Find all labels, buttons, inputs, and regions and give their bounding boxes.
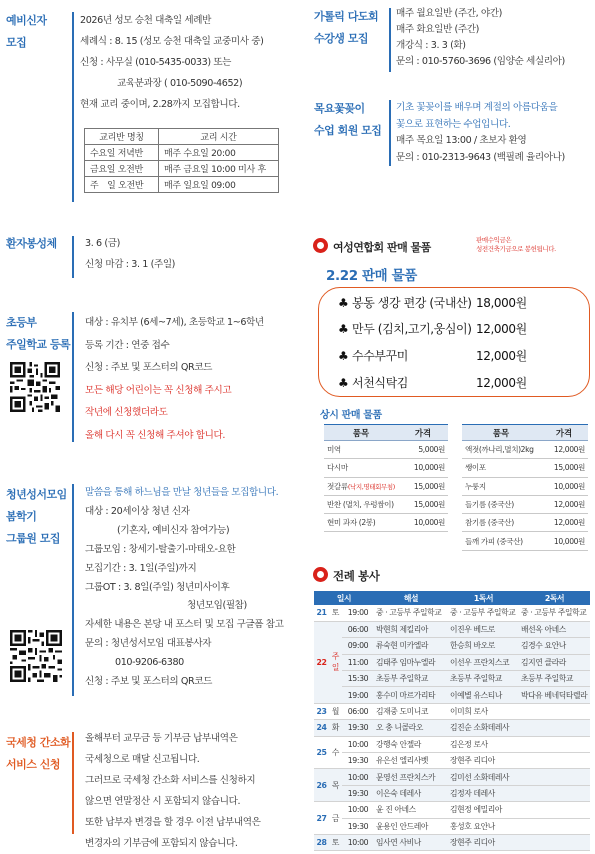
schedule-weekday-char: 수 — [331, 748, 340, 758]
table-row — [324, 441, 448, 459]
flower-class-title — [314, 98, 381, 142]
tax-service-divider — [72, 732, 74, 834]
schedule-day: 22 — [314, 621, 329, 703]
item-name: 들기름 (중국산) — [462, 495, 540, 513]
reader-1: 이진우 베드로 — [448, 621, 519, 637]
sale-item — [338, 294, 472, 311]
item-col-header: 품목 — [462, 425, 540, 441]
schedule-time: 19:00 — [342, 605, 374, 621]
kids-school-notice: 작년에 신청했더라도 — [85, 407, 168, 418]
reader-2: 초등부 주일학교 — [519, 671, 590, 687]
table-row — [314, 834, 590, 850]
table-row — [462, 459, 588, 477]
schedule-day: 21 — [314, 605, 329, 621]
table-row — [314, 621, 590, 637]
kids-school-divider — [72, 312, 74, 442]
schedule-day: 26 — [314, 769, 329, 802]
commentator: 초등부 주일학교 — [374, 671, 448, 687]
reader-1: 중 · 고등부 주일학교 — [448, 605, 519, 621]
youth-bible-title-line3: 그룹원 모집 — [6, 532, 60, 545]
kids-school-body — [85, 312, 264, 447]
tea-class-title-line1: 가톨릭 다도회 — [314, 10, 379, 23]
commentator: 중 · 고등부 주일학교 — [374, 605, 448, 621]
reader-2 — [519, 720, 590, 736]
youth-bible-line: 그룹OT : 3. 8일(주일) 청년미사이후 — [85, 581, 230, 593]
reading2-col-header: 2독서 — [519, 591, 590, 605]
table-row — [462, 532, 588, 550]
commentator: 김태주 임마누엘라 — [374, 654, 448, 670]
sick-anointing-date: 3. 6 (금) — [85, 238, 120, 249]
reader-1: 초등부 주일학교 — [448, 671, 519, 687]
tax-service-line: 그러므로 국세청 간소화 서비스를 신청하지 — [85, 775, 256, 786]
item-name: 현미 과자 (2봉) — [324, 514, 398, 532]
reader-2 — [519, 736, 590, 752]
item-name: 다시마 — [324, 459, 398, 477]
tea-class-line: 매주 월요일반 (주간, 야간) — [396, 8, 502, 19]
sales-note-line: 판매수익금은 — [476, 236, 512, 244]
item-tag: (낙지,명태회무침) — [347, 482, 395, 491]
tax-service-title — [6, 732, 70, 776]
schedule-weekday — [329, 802, 342, 835]
tea-class-body — [396, 6, 565, 70]
table-row — [314, 785, 590, 801]
tea-class-divider — [389, 8, 391, 72]
kids-school-line: 대상 : 유치부 (6세~7세), 초등학교 1~6학년 — [85, 317, 264, 328]
reader-2 — [519, 703, 590, 719]
youth-bible-title-line2: 봄학기 — [6, 510, 37, 523]
schedule-time: 19:30 — [342, 785, 374, 801]
youth-bible-line: (기혼자, 예비신자 참여가능) — [117, 524, 230, 536]
tax-service-title-line2: 서비스 신청 — [6, 758, 60, 771]
item-price: 15,000원 — [398, 477, 448, 495]
table-row — [314, 703, 590, 719]
reader-2 — [519, 785, 590, 801]
schedule-time: 10:00 — [342, 834, 374, 850]
commentator: 윤용인 안드레아 — [374, 818, 448, 834]
schedule-weekday — [329, 769, 342, 802]
sick-anointing-title: 환자봉성체 — [6, 237, 57, 250]
reader-2: 배선옥 아녜스 — [519, 621, 590, 637]
item-name: 누룽지 — [462, 477, 540, 495]
table-row — [314, 736, 590, 752]
schedule-time: 19:30 — [342, 720, 374, 736]
qr-code-icon — [8, 628, 64, 684]
table-row — [462, 514, 588, 532]
catechumen-title — [6, 10, 47, 54]
sale-item-price: 12,000원 — [476, 349, 527, 363]
sale-item — [338, 374, 408, 391]
tax-service-line: 않으면 연말정산 시 포함되지 않습니다. — [85, 796, 241, 807]
youth-bible-intro: 말씀을 통해 하느님을 만날 청년들을 모집합니다. — [85, 487, 279, 498]
class-name: 금요일 오전반 — [85, 161, 159, 177]
item-name: 들깨 가피 (중국산) — [462, 532, 540, 550]
table-row — [462, 495, 588, 513]
price-col-header: 가격 — [398, 425, 448, 441]
schedule-day: 27 — [314, 802, 329, 835]
schedule-time: 09:00 — [342, 638, 374, 654]
reader-2 — [519, 753, 590, 769]
sale-item-name: 봉동 생강 편강 (국내산) — [352, 296, 472, 310]
tax-service-title-line1: 국세청 간소화 — [6, 736, 71, 749]
item-price: 10,000원 — [398, 514, 448, 532]
flower-class-intro: 기초 꽃꽂이를 배우며 계절의 아름다움을 — [396, 102, 558, 113]
youth-bible-line: 그룹모임 : 창세기-탈출기-마태오-요한 — [85, 543, 236, 555]
item-name: 반찬 (멸치, 우렁쌈이) — [324, 495, 398, 513]
item-price: 5,000원 — [398, 441, 448, 459]
reader-1: 김은정 로사 — [448, 736, 519, 752]
flower-class-line: 문의 : 010-2313-9643 (백필례 율리아나) — [396, 151, 565, 163]
club-suit-icon: ♣ — [338, 376, 349, 390]
catechumen-body — [80, 10, 264, 115]
sick-anointing-deadline: 신청 마감 : 3. 1 (주일) — [85, 259, 176, 270]
schedule-weekday — [329, 621, 342, 703]
table-row — [314, 605, 590, 621]
table-row — [324, 514, 448, 532]
regular-sales-title: 상시 판매 물품 — [320, 410, 382, 421]
table-row — [314, 753, 590, 769]
schedule-day: 23 — [314, 703, 329, 719]
table-row — [324, 495, 448, 513]
commentator: 류숙현 미카엘라 — [374, 638, 448, 654]
reader-2: 박다유 베네딕타렐라 — [519, 687, 590, 703]
flower-class-title-line1: 목요꽃꽂이 — [314, 102, 365, 115]
item-name-text: 젓갈류 — [327, 481, 348, 491]
kids-school-line: 등록 기간 : 연중 접수 — [85, 339, 170, 351]
item-name: 참기름 (중국산) — [462, 514, 540, 532]
table-row — [85, 177, 279, 193]
catechumen-title-line2: 모집 — [6, 36, 27, 49]
commentary-col-header: 해설 — [374, 591, 448, 605]
table-row — [85, 145, 279, 161]
tax-service-line: 또한 납부자 변경을 할 경우 이전 납부내역은 — [85, 817, 261, 828]
liturgy-schedule-table — [314, 591, 590, 851]
schedule-weekday-char: 일 — [331, 663, 340, 673]
schedule-time: 06:00 — [342, 621, 374, 637]
flower-class-title-line2: 수업 회원 모집 — [314, 124, 382, 137]
schedule-day: 24 — [314, 720, 329, 736]
schedule-weekday-char: 목 — [331, 780, 340, 790]
item-name — [324, 477, 398, 495]
reader-1: 김정자 데레사 — [448, 785, 519, 801]
commentator: 오 충 니콜라오 — [374, 720, 448, 736]
kids-school-notice: 모든 해당 어린이는 꼭 신청해 주시고 — [85, 384, 232, 396]
item-name: 액젓(까나리,멸치)2kg — [462, 441, 540, 459]
reader-1: 김현정 에밀리아 — [448, 802, 519, 818]
commentator: 문영선 프란치스카 — [374, 769, 448, 785]
kids-school-qr-code[interactable] — [8, 360, 62, 414]
class-time-header: 교리 시간 — [159, 129, 279, 145]
item-col-header: 품목 — [324, 425, 398, 441]
sales-header: 여성연합회 판매 물품 — [333, 241, 431, 254]
tax-service-body — [85, 706, 261, 854]
sick-anointing-body — [85, 233, 175, 275]
table-row — [314, 720, 590, 736]
tax-service-line: 국세청으로 매달 신고됩니다. — [85, 754, 200, 765]
liturgy-bullet-icon — [313, 567, 328, 582]
schedule-time: 10:00 — [342, 802, 374, 818]
date-col-header: 일시 — [314, 591, 374, 605]
item-price: 15,000원 — [540, 459, 588, 477]
table-row — [462, 477, 588, 495]
commentator: 김재중 도미니코 — [374, 703, 448, 719]
tea-class-title — [314, 6, 378, 50]
table-row — [314, 818, 590, 834]
item-price: 12,000원 — [540, 441, 588, 459]
reading1-col-header: 1독서 — [448, 591, 519, 605]
class-time: 매주 금요일 10:00 미사 후 — [159, 161, 279, 177]
qr-code-icon — [8, 360, 62, 414]
liturgy-header: 전례 봉사 — [333, 569, 380, 583]
sale-item — [338, 320, 472, 337]
catechumen-divider — [72, 12, 74, 202]
schedule-time: 19:30 — [342, 753, 374, 769]
reader-1: 김미선 소화데레사 — [448, 769, 519, 785]
tax-service-line: 올해부터 교무금 등 기부금 납부내역은 — [85, 733, 238, 744]
class-name-header: 교리반 명칭 — [85, 129, 159, 145]
table-row — [85, 161, 279, 177]
reader-1: 장현주 리디아 — [448, 753, 519, 769]
youth-bible-body — [85, 484, 284, 692]
item-price: 10,000원 — [398, 459, 448, 477]
schedule-day: 28 — [314, 834, 329, 850]
class-name: 주 일 오전반 — [85, 177, 159, 193]
kids-school-title-line1: 초등부 — [6, 316, 37, 329]
catechumen-line: 2026년 성모 승천 대축일 세례반 — [80, 15, 211, 26]
catechumen-class-table — [84, 128, 279, 193]
schedule-weekday-char: 월 — [331, 707, 340, 717]
sales-note — [476, 236, 556, 254]
reader-1: 김진순 소화데레사 — [448, 720, 519, 736]
youth-bible-divider — [72, 484, 74, 696]
sale-item-price: 12,000원 — [476, 376, 527, 390]
catechumen-line: 세례식 : 8. 15 (성모 승천 대축일 교중미사 중) — [80, 36, 264, 47]
flower-class-line: 매주 목요일 13:00 / 초보자 환영 — [396, 135, 527, 146]
regular-sales-table-right — [462, 424, 588, 551]
tea-class-line: 개강식 : 3. 3 (화) — [396, 40, 466, 51]
kids-school-line: 신청 : 주보 및 포스터의 QR코드 — [85, 362, 213, 373]
reader-1: 이선우 프란치스코 — [448, 654, 519, 670]
club-suit-icon: ♣ — [338, 296, 349, 310]
schedule-weekday-char: 화 — [331, 723, 340, 733]
item-price: 12,000원 — [540, 514, 588, 532]
sales-note-line: 성전건축기금으로 봉헌됩니다. — [476, 245, 556, 253]
item-name: 미역 — [324, 441, 398, 459]
youth-bible-line: 자세한 내용은 본당 내 포스터 및 모집 구글폼 참고 — [85, 619, 284, 631]
reader-1: 이예별 유스티나 — [448, 687, 519, 703]
catechumen-line: 교육분과장 ( 010-5090-4652) — [117, 78, 243, 89]
item-price: 10,000원 — [540, 532, 588, 550]
catechumen-title-line1: 예비신자 — [6, 14, 47, 27]
table-row — [462, 441, 588, 459]
sale-item-price: 12,000원 — [476, 322, 527, 336]
table-row — [314, 638, 590, 654]
price-col-header: 가격 — [540, 425, 588, 441]
commentator: 유은선 엘리사벳 — [374, 753, 448, 769]
reader-2 — [519, 818, 590, 834]
club-suit-icon: ♣ — [338, 322, 349, 336]
sale-item-name: 만두 (김치,고기,웅심이) — [352, 322, 472, 336]
youth-bible-qr-code[interactable] — [8, 628, 64, 684]
schedule-weekday-char: 금 — [331, 813, 340, 823]
commentator: 임사연 사비나 — [374, 834, 448, 850]
sale-item-name: 서천식탁김 — [352, 376, 408, 390]
reader-1: 홍성호 요안나 — [448, 818, 519, 834]
schedule-weekday — [329, 834, 342, 850]
reader-1: 장현주 리디아 — [448, 834, 519, 850]
schedule-time: 10:00 — [342, 736, 374, 752]
club-suit-icon: ♣ — [338, 349, 349, 363]
item-price: 15,000원 — [398, 495, 448, 513]
tea-class-title-line2: 수강생 모집 — [314, 32, 368, 45]
schedule-time: 10:00 — [342, 769, 374, 785]
sale-item — [338, 347, 408, 364]
tax-service-line: 변경자의 기부금에 포함되지 않습니다. — [85, 838, 238, 849]
class-name: 수요일 저녁반 — [85, 145, 159, 161]
table-row — [314, 687, 590, 703]
schedule-time: 15:30 — [342, 671, 374, 687]
item-price: 12,000원 — [540, 495, 588, 513]
sick-anointing-divider — [72, 236, 74, 278]
schedule-time: 06:00 — [342, 703, 374, 719]
commentator: 이은숙 데레사 — [374, 785, 448, 801]
sale-item-name: 수수부꾸미 — [352, 349, 408, 363]
youth-bible-line: 010-9206-6380 — [115, 657, 184, 669]
table-row — [314, 671, 590, 687]
schedule-weekday-char: 토 — [331, 608, 340, 618]
flower-class-intro: 꽃으로 표현하는 수업입니다. — [396, 118, 511, 130]
flower-class-body — [396, 100, 565, 166]
youth-bible-title-line1: 청년성서모임 — [6, 488, 67, 501]
tea-class-line: 문의 : 010-5760-3696 (임양순 세실리아) — [396, 56, 565, 67]
table-row — [314, 769, 590, 785]
reader-2: 김지연 클라라 — [519, 654, 590, 670]
kids-school-notice: 올해 다시 꼭 신청해 주셔야 합니다. — [85, 429, 226, 441]
flower-class-divider — [389, 100, 391, 166]
commentator: 박현희 제킬리아 — [374, 621, 448, 637]
schedule-time: 11:00 — [342, 654, 374, 670]
schedule-weekday — [329, 720, 342, 736]
youth-bible-line: 신청 : 주보 및 포스터의 QR코드 — [85, 676, 213, 688]
reader-2 — [519, 769, 590, 785]
item-price: 10,000원 — [540, 477, 588, 495]
commentator: 홍수미 마르가리타 — [374, 687, 448, 703]
table-row — [314, 802, 590, 818]
youth-bible-line: 대상 : 20세이상 청년 신자 — [85, 505, 190, 517]
sale-item-price: 18,000원 — [476, 296, 527, 310]
sales-subheader: 2.22 판매 물품 — [326, 268, 417, 284]
schedule-weekday-char: 토 — [331, 838, 340, 848]
youth-bible-line: 모집기간 : 3. 1일(주일)까지 — [85, 562, 197, 574]
schedule-time: 19:30 — [342, 818, 374, 834]
youth-bible-line: 문의 : 청년성서모임 대표봉사자 — [85, 638, 212, 650]
schedule-weekday — [329, 703, 342, 719]
kids-school-title-line2: 주일학교 등록 — [6, 338, 71, 351]
schedule-time: 19:00 — [342, 687, 374, 703]
youth-bible-line: 청년모임(필참) — [187, 600, 247, 612]
youth-bible-title — [6, 484, 67, 550]
reader-1: 한승희 바오로 — [448, 638, 519, 654]
class-time: 매주 일요일 09:00 — [159, 177, 279, 193]
commentator: 강행숙 안젤라 — [374, 736, 448, 752]
schedule-weekday — [329, 605, 342, 621]
table-row — [324, 459, 448, 477]
schedule-day: 25 — [314, 736, 329, 769]
reader-2 — [519, 834, 590, 850]
reader-2: 중 · 고등부 주일학교 — [519, 605, 590, 621]
reader-2: 김경수 요안나 — [519, 638, 590, 654]
reader-2 — [519, 802, 590, 818]
reader-1: 이미희 로사 — [448, 703, 519, 719]
regular-sales-table-left — [324, 424, 448, 532]
schedule-weekday — [329, 736, 342, 769]
item-name: 쌩이포 — [462, 459, 540, 477]
kids-school-title — [6, 312, 70, 356]
commentator: 윤 진 아녜스 — [374, 802, 448, 818]
table-row — [324, 477, 448, 495]
catechumen-line: 신청 : 사무실 (010-5435-0033) 또는 — [80, 57, 232, 68]
tea-class-line: 매주 화요일반 (주간) — [396, 24, 479, 35]
sales-bullet-icon — [313, 238, 328, 253]
table-row — [314, 654, 590, 670]
schedule-weekday-char: 주 — [331, 652, 340, 662]
class-time: 매주 수요일 20:00 — [159, 145, 279, 161]
catechumen-line: 현재 교리 중이며, 2.28까지 모집합니다. — [80, 99, 240, 110]
